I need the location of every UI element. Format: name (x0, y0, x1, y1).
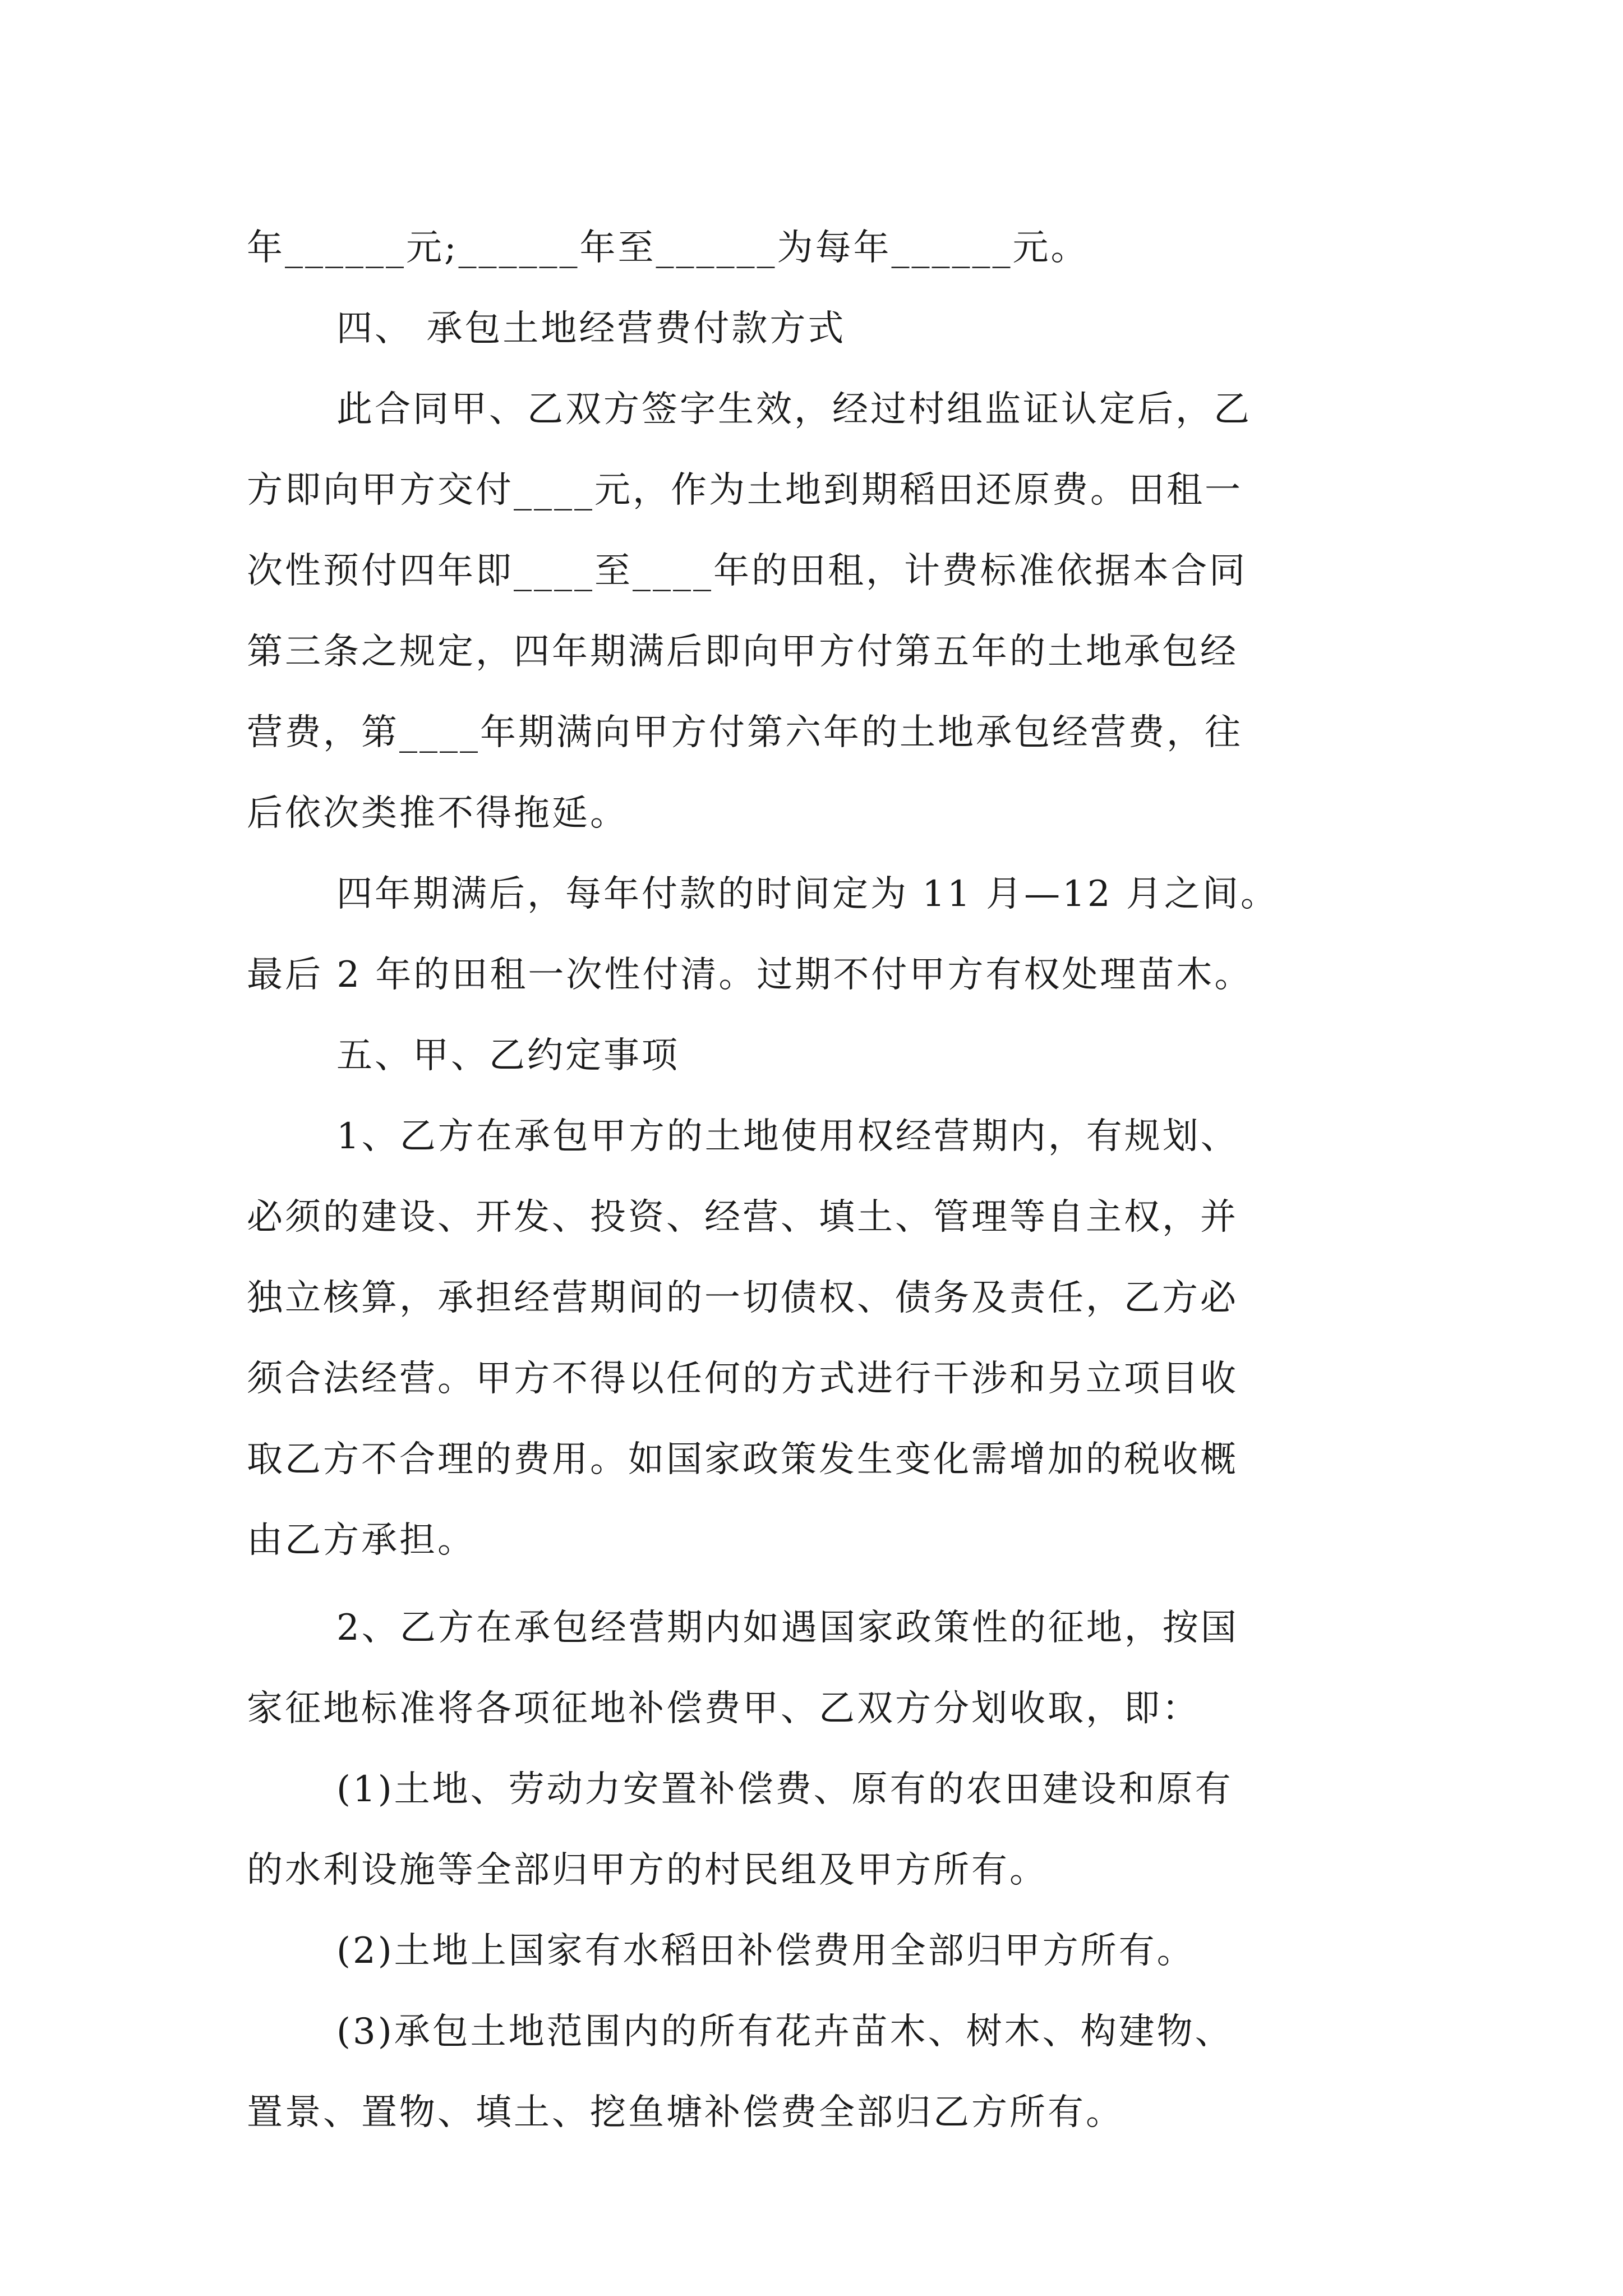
text-line: (3)承包土地范围内的所有花卉苗木、树木、构建物、 (336, 2011, 1233, 2053)
text-line: 取乙方不合理的费用。如国家政策发生变化需增加的税收概 (247, 1439, 1238, 1480)
text-line: 独立核算，承担经营期间的一切债权、债务及责任，乙方必 (247, 1277, 1238, 1319)
text-line: 方即向甲方交付____元，作为土地到期稻田还原费。田租一 (247, 470, 1243, 511)
section-heading: 四、 承包土地经营费付款方式 (336, 308, 846, 349)
text-line: 1、乙方在承包甲方的土地使用权经营期内，有规划、 (336, 1116, 1239, 1157)
text-line: 最后 2 年的田租一次性付清。过期不付甲方有权处理苗木。 (247, 954, 1253, 996)
text-line: 第三条之规定，四年期满后即向甲方付第五年的土地承包经 (247, 631, 1238, 673)
text-line: (1)土地、劳动力安置补偿费、原有的农田建设和原有 (336, 1769, 1233, 1810)
section-heading: 五、甲、乙约定事项 (336, 1035, 680, 1076)
paragraph-gap (247, 1581, 1402, 1588)
document-body (247, 208, 1402, 2153)
text-line: 2、乙方在承包经营期内如遇国家政策性的征地，按国 (336, 1607, 1239, 1649)
text-line: 后依次类推不得拖延。 (247, 793, 628, 834)
text-line: 营费，第____年期满向甲方付第六年的土地承包经营费，往 (247, 712, 1243, 753)
text-line: 置景、置物、填土、挖鱼塘补偿费全部归乙方所有。 (247, 2092, 1124, 2133)
text-line: 必须的建设、开发、投资、经营、填土、管理等自主权，并 (247, 1197, 1238, 1238)
text-line: 次性预付四年即____至____年的田租，计费标准依据本合同 (247, 550, 1247, 592)
text-line: 四年期满后，每年付款的时间定为 11 月—12 月之间。 (336, 873, 1279, 915)
text-line: 此合同甲、乙双方签字生效，经过村组监证认定后，乙 (336, 389, 1252, 430)
text-line: 须合法经营。甲方不得以任何的方式进行干涉和另立项目收 (247, 1358, 1238, 1400)
text-line: (2)土地上国家有水稻田补偿费用全部归甲方所有。 (336, 1930, 1195, 1972)
text-line: 的水利设施等全部归甲方的村民组及甲方所有。 (247, 1849, 1048, 1891)
text-line: 年______元;______年至______为每年______元。 (247, 227, 1089, 269)
text-line: 家征地标准将各项征地补偿费甲、乙双方分划收取，即： (247, 1688, 1200, 1729)
text-line: 由乙方承担。 (247, 1520, 476, 1561)
